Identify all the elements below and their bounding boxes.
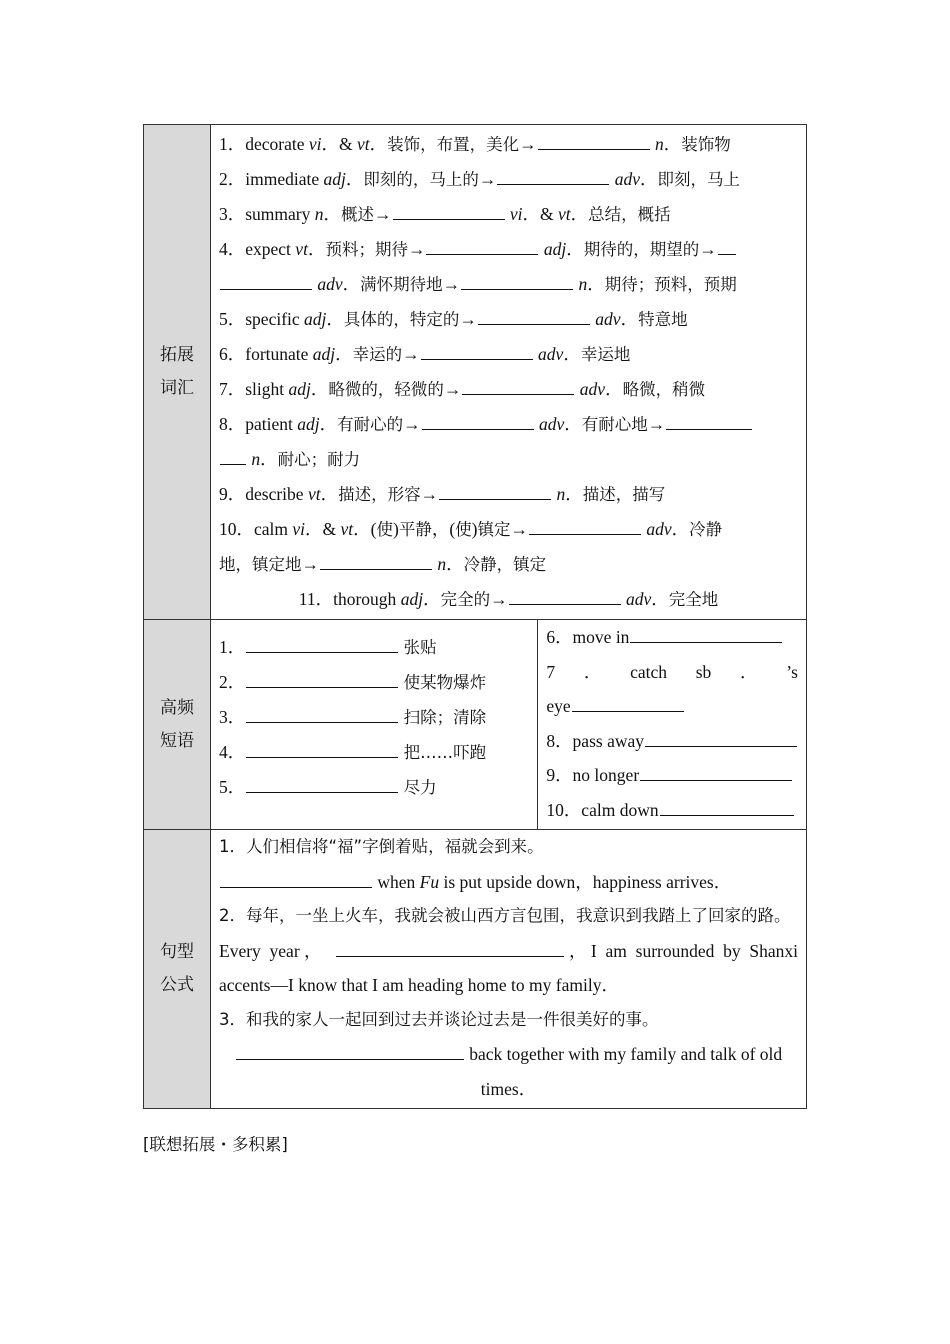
vocab-item-3: 3．summary n．概述→ vi．& vt．总结，概括 bbox=[219, 204, 671, 224]
phrase-8: 8．pass away bbox=[546, 724, 798, 759]
phrase-4: 4． 把……吓跑 bbox=[219, 742, 487, 762]
header-sentences: 句型 公式 bbox=[144, 830, 211, 1109]
expand-vocab-cell bbox=[211, 125, 807, 620]
phrase-2: 2． 使某物爆炸 bbox=[219, 672, 487, 692]
phrases-cell bbox=[211, 620, 807, 830]
phrase-3: 3． 扫除；清除 bbox=[219, 707, 487, 727]
sentence-3-en: back together with my family and talk of old times． bbox=[219, 1037, 798, 1106]
sentences-cell bbox=[211, 830, 807, 1109]
header-expand-vocab: 拓展 词汇 bbox=[144, 125, 211, 620]
vocab-item-10b: 地，镇定地→ n．冷静，镇定 bbox=[219, 554, 547, 574]
phrase-10: 10．calm down bbox=[546, 793, 798, 828]
vocab-item-10: 10．calm vi．& vt．(使)平静，(使)镇定→ adv．冷静 bbox=[219, 519, 723, 539]
phrase-6: 6．move in bbox=[546, 620, 798, 655]
vocab-item-7: 7．slight adj．略微的，轻微的→ adv．略微，稍微 bbox=[219, 379, 706, 399]
sentence-3-cn: 3．和我的家人一起回到过去并谈论过去是一件很美好的事。 bbox=[219, 1009, 659, 1029]
vocab-item-4: 4．expect vt．预料；期待→ adj．期待的，期望的→ bbox=[219, 232, 798, 267]
phrase-7: 7 ． catch sb ． ’s bbox=[546, 661, 798, 682]
vocab-item-4b: adv．满怀期待地→ n．期待；预料，预期 bbox=[219, 267, 798, 302]
phrase-7b: eye bbox=[546, 689, 798, 724]
vocab-item-9: 9．describe vt．描述，形容→ n．描述，描写 bbox=[219, 484, 666, 504]
phrase-9: 9．no longer bbox=[546, 758, 798, 793]
sentence-2-cn: 2．每年，一坐上火车，我就会被山西方言包围，我意识到我踏上了回家的路。 bbox=[219, 906, 791, 925]
sentence-1-en: when Fu is put upside down，happiness arrives． bbox=[219, 865, 798, 900]
footer-label: [联想拓展・多积累] bbox=[143, 1135, 288, 1154]
vocab-item-11: 11．thorough adj．完全的→ adv．完全地 bbox=[298, 589, 719, 609]
vocab-item-5: 5．specific adj．具体的，特定的→ adv．特意地 bbox=[219, 309, 688, 329]
header-phrases: 高频 短语 bbox=[144, 620, 211, 830]
phrases-inner-table bbox=[211, 620, 806, 829]
vocab-item-8b: n．耐心；耐力 bbox=[219, 442, 798, 477]
phrase-1: 1． 张贴 bbox=[219, 637, 437, 657]
phrases-right bbox=[538, 620, 806, 829]
sentence-2-en: Every year， ，I am surrounded by Shanxi accents—I know that I am heading home to my family． bbox=[219, 940, 798, 995]
sentence-1-cn: 1．人们相信将“福”字倒着贴，福就会到来。 bbox=[219, 837, 544, 856]
vocab-item-2: 2．immediate adj．即刻的，马上的→ adv．即刻，马上 bbox=[219, 169, 741, 189]
phrase-5: 5． 尽力 bbox=[219, 777, 437, 797]
study-table bbox=[143, 124, 807, 1109]
phrases-left bbox=[211, 620, 538, 829]
vocab-item-1: 1．decorate vi．& vt．装饰，布置，美化→ n．装饰物 bbox=[219, 134, 731, 154]
vocab-item-8: 8．patient adj．有耐心的→ adv．有耐心地→ bbox=[219, 407, 798, 442]
vocab-item-6: 6．fortunate adj．幸运的→ adv．幸运地 bbox=[219, 344, 631, 364]
